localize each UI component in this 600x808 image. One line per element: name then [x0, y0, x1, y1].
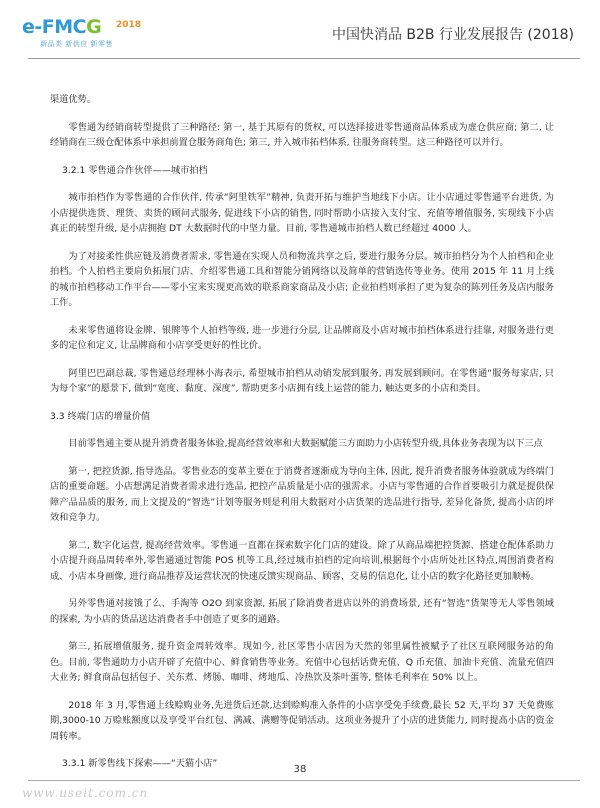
header-divider	[28, 58, 580, 59]
logo-tagline: 新品类 新供应 新零售	[40, 40, 113, 48]
body-paragraph: 另外零售通对接饿了么、手淘等 O2O 到家资源, 拓展了除消费者进店以外的消费场景, 还有“智选”货架等无人零售领域的探索, 为小店的货品送达消费者手中创造了更多的通路。	[50, 598, 554, 625]
section-heading: 3.3 终端门店的增量价值	[50, 410, 151, 422]
site-watermark: www.useit.com.cn	[22, 786, 149, 800]
body-paragraph: 第二, 数字化运营, 提高经营效率。零售通一直都在探索数字化门店的建设。除了从商品端把控货源、搭建仓配体系助力小店提升商品周转率外,零售通通过智能 POS 机等工具,经过城市拍档的定向培训,根据每个小店所处社区特点,周围消费者构成、小店本身画像, 进行商品推荐及运营状况的快速反馈实现商品、顾客、交易的信息化, 让小店的数字化路径更加顺畅。	[50, 539, 554, 582]
body-paragraph: 第一, 把控货源, 指导选品。零售业态的变革主要在于消费者逐渐成为导向主体, 因此, 提升消费者服务体验就成为终端门店的重要命题。小店想满足消费者需求进行选品, 把控产品质量是小店的强需求。小店与零售通的合作首要吸引力就是提供保障产品品质的服务, 而上文提及的“智选”计划等服务则是利用大数据对小店货架的选品进行指导, 差异化备货, 提高小店的坪效和竞争力。	[50, 465, 554, 523]
page-number: 38	[293, 764, 307, 775]
body-paragraph: 阿里巴巴副总裁, 零售通总经理林小海表示, 希望城市拍档从动销发展到服务, 再发展到顾问。在零售通“服务每家店, 只为每个家”的愿景下, 做到“宽度、黏度、深度”, 帮助更多小店拥有线上运营的能力, 触达更多的小店和类目。	[50, 367, 554, 394]
efmcg-logo	[22, 16, 172, 52]
body-paragraph: 为了对接柔性供应链及消费者需求, 零售通在实现人员和物流共享之后, 要进行服务分层。城市拍档分为个人拍档和企业拍档。个人拍档主要肩负拓展门店、介绍零售通工具和智能分销网络以及简单的营销选传等业务。使用 2015 年 11 月上线的城市拍档移动工作平台——零小宝来实现更高效的联系商家商品及小店; 企业拍档则承担了更为复杂的陈列任务及店内服务工作。	[50, 250, 554, 308]
logo-wordmark: e-FMCG	[22, 16, 102, 38]
body-paragraph: 第三, 拓展增值服务, 提升资金周转效率。现如今, 社区零售小店因为天然的邻里属性被赋予了社区互联网服务站的角色。目前, 零售通助力小店开辟了充值中心、鲜食销售等业务。充值中心包括话费充值、Q 币充值、加油卡充值、流量充值四大业务; 鲜食商品包括包子、关东煮、烤肠、咖啡、烤地瓜、冷热饮及茶叶蛋等, 整体毛利率在 50% 以上。	[50, 641, 554, 683]
body-paragraph: 2018 年 3 月,零售通上线赊购业务,先进货后还款,达到赊购准入条件的小店享受免手续费,最长 52 天,平均 37 天免费账期,3000-10 万赊账额度以及享受平台红包、满减、满赠等促销活动。这项业务提升了小店的进货能力, 同时提高小店的资金周转率。	[50, 699, 554, 742]
section-heading: 3.3.1 新零售线下探索——“天猫小店”	[62, 758, 218, 769]
body-paragraph: 渠道优势。	[50, 94, 96, 105]
body-paragraph: 零售通为经销商转型提供了三种路径: 第一, 基于其原有的货权, 可以选择接进零售通商品体系成为虚仓供应商; 第二, 让经销商在三级仓配体系中承担前置仓服务商角色; 第三, 并入城市拓档体系, 往服务商转型。这三种路径可以并行。	[50, 121, 554, 148]
footer-divider	[28, 780, 580, 781]
body-paragraph: 城市拍档作为零售通的合作伙伴, 传承“阿里铁军”精神, 负责开拓与维护当地线下小店。让小店通过零售通平台进货, 为小店提供选货、理货、卖货的顾问式服务, 促进线下小店的销售, 同时帮助小店接入支付宝、充值等增值服务, 实现线下小店真正的转型升级, 是小店拥抱 DT 大数据时代的中坚力量。目前, 零售通城市拍档人数已经超过 4000 人。	[50, 192, 554, 234]
page-header	[0, 0, 600, 58]
logo-year: 2018	[116, 20, 142, 30]
body-paragraph: 未来零售通将设金牌、银牌等个人拍档等级, 进一步进行分层, 让品牌商及小店对城市拍档体系进行挂靠, 对服务进行更多的定位和定义, 让品牌商和小店享受更好的性比价。	[50, 324, 554, 351]
section-heading: 3.2.1 零售通合作伙伴——城市拍档	[62, 164, 208, 176]
document-body	[50, 92, 554, 784]
body-paragraph: 目前零售通主要从提升消费者服务体验,提高经营效率和大数据赋能三方面助力小店转型升级,具体业务表现为以下三点	[68, 438, 543, 449]
report-title: 中国快消品 B2B 行业发展报告 (2018)	[331, 27, 574, 43]
